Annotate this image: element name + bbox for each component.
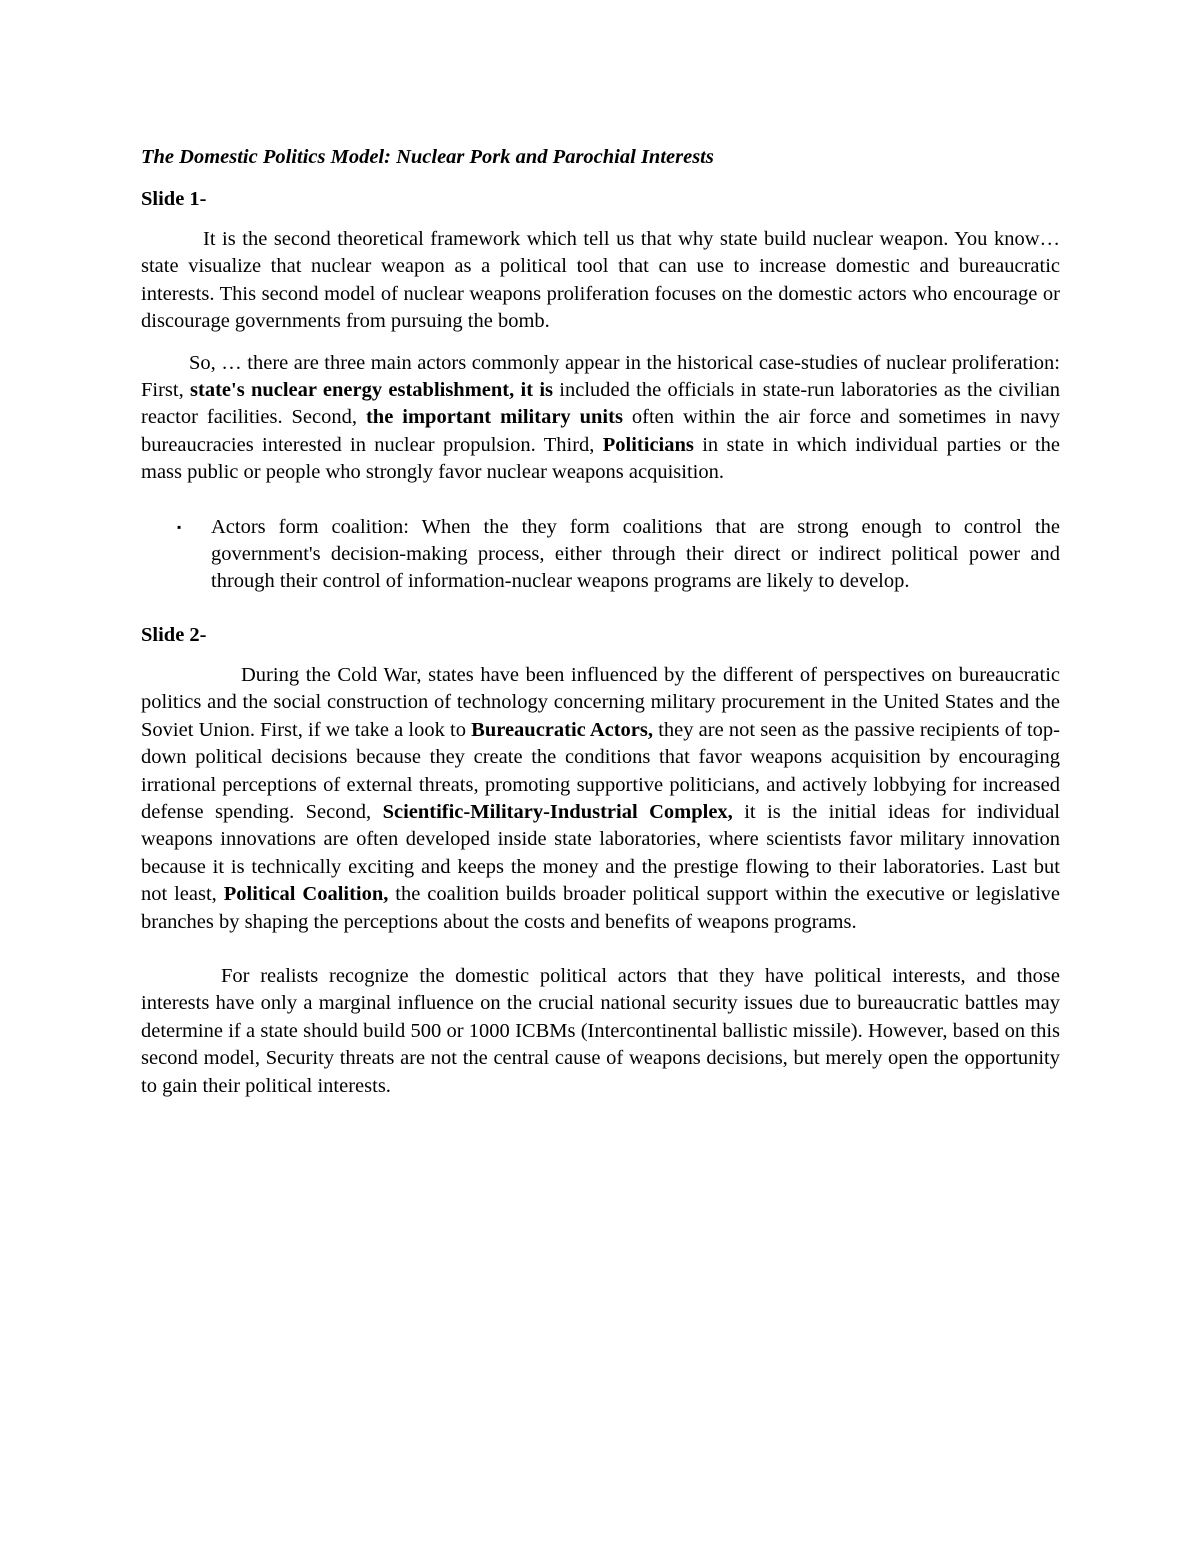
document-body <box>141 142 1060 1100</box>
slide-1-p2-bold-3: Politicians <box>602 433 694 456</box>
slide-2-paragraph-1 <box>141 662 1060 936</box>
slide-2-p1-text-3: it is the initial ideas for individual weapons innovations are often developed inside state laboratories, where scientists favor military innovation because it is technically exciting and keeps the money and the prestige flowing to their laboratories. Last but not least, <box>141 800 1061 906</box>
list-item <box>141 514 1060 596</box>
square-bullet-icon: ▪ <box>177 519 182 534</box>
slide-1-p2-text-3: often within the air force and sometimes in navy bureaucracies interested in nuclear propulsion. Third, <box>141 406 1061 456</box>
slide-2-paragraph-2: For realists recognize the domestic political actors that they have political interests, and those interests have only a marginal influence on the crucial national security issues due to bureaucratic battles may determine if a state should build 500 or 1000 ICBMs (Intercontinental ballistic missile). However, based on this second model, Security threats are not the central cause of weapons decisions, but merely open the opportunity to gain their political interests. <box>141 964 1060 1097</box>
slide-1-bullet-list <box>141 514 1060 596</box>
document-title: The Domestic Politics Model: Nuclear Pork and Parochial Interests <box>141 146 714 168</box>
slide-1-p2-text-4: in state in which individual parties or the mass public or people who strongly favor nuclear weapons acquisition. <box>141 433 1061 484</box>
slide-2-p1-bold-2: Scientific-Military-Industrial Complex, <box>382 800 733 823</box>
slide-1-paragraph-2 <box>141 350 1060 487</box>
slide-2-p1-bold-3: Political Coalition, <box>223 883 389 906</box>
slide-1-heading: Slide 1- <box>141 188 207 210</box>
slide-2-p1-bold-1: Bureaucratic Actors, <box>471 718 654 741</box>
slide-2-heading: Slide 2- <box>141 623 207 646</box>
slide-1-paragraph-1: It is the second theoretical framework which tell us that why state build nuclear weapon. You know… state visualize that nuclear weapon as a political tool that can use to increase domestic and bureaucratic interests. This second model of nuclear weapons proliferation focuses on the domestic actors who encourage or discourage governments from pursuing the bomb. <box>141 228 1060 333</box>
bullet-text: Actors form coalition: When the they form coalitions that are strong enough to control the government's decision-making process, either through their direct or indirect political power and through their control of information-nuclear weapons programs are likely to develop. <box>211 515 1060 593</box>
slide-2-p1-text-2: they are not seen as the passive recipients of top-down political decisions because they create the conditions that favor weapons acquisition by encouraging irrational perceptions of external threats, promoting supportive politicians, and actively lobbying for increased defense spending. Second, <box>141 718 1060 823</box>
slide-1-p2-text-1: So, … there are three main actors commonly appear in the historical case-studies of nuclear proliferation: First, <box>141 351 1060 402</box>
slide-1-p2-text-2: included the officials in state-run laboratories as the civilian reactor facilities. Second, <box>141 379 1060 429</box>
slide-2-p1-text-1: During the Cold War, states have been influenced by the different of perspectives on bureaucratic politics and the social construction of technology concerning military procurement in the United States and the Soviet Union. First, if we take a look to <box>141 663 1060 741</box>
slide-1-p2-bold-2: the important military units <box>365 406 623 429</box>
slide-2-p1-text-4: the coalition builds broader political support within the executive or legislative branches by shaping the perceptions about the costs and benefits of weapons programs. <box>141 883 1060 933</box>
slide-1-p2-bold-1: state's nuclear energy establishment, it is <box>190 379 553 402</box>
